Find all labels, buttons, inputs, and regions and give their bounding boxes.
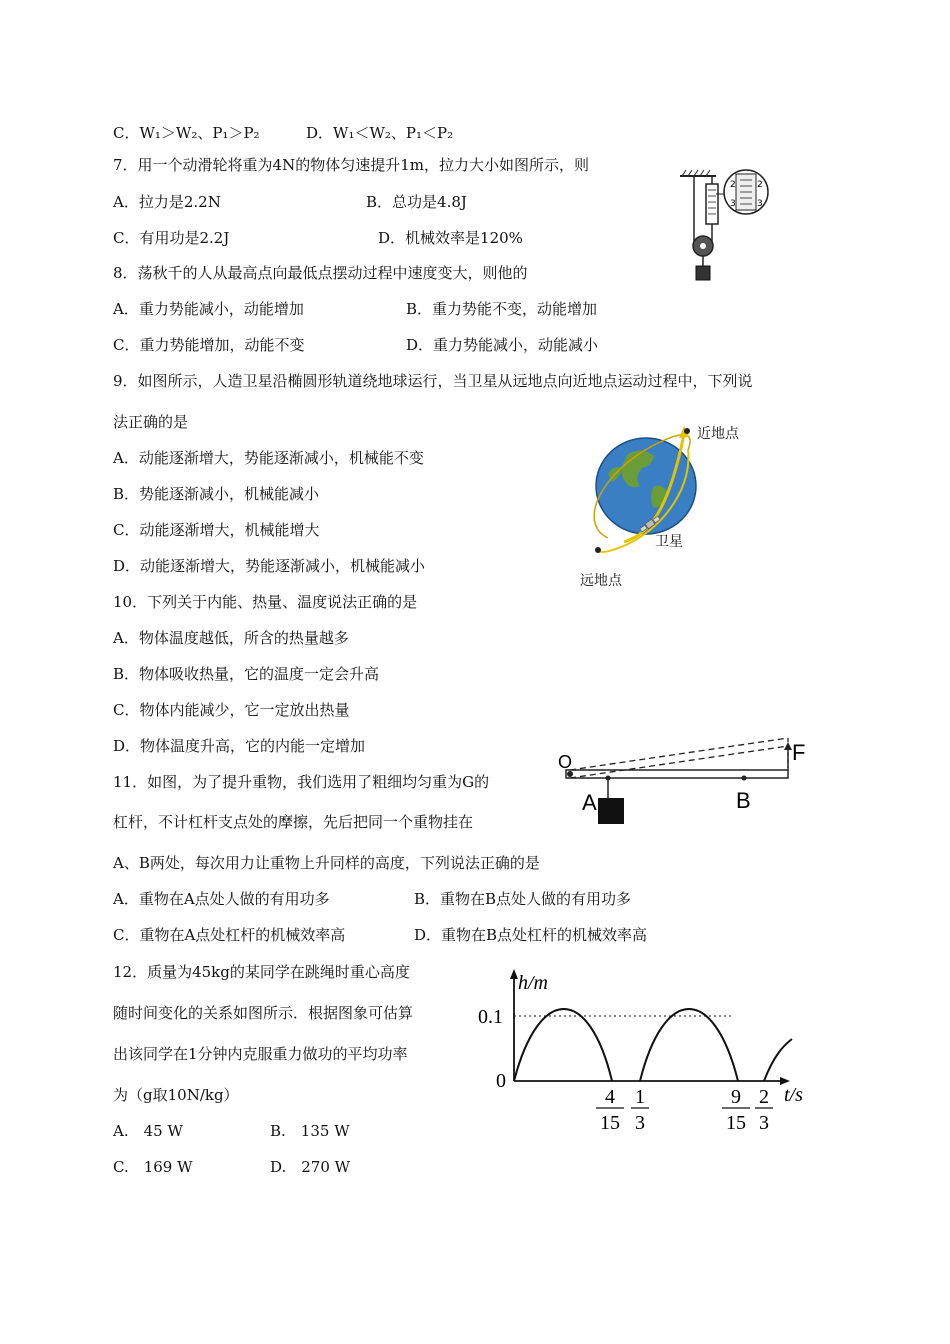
graph-curve xyxy=(514,1009,792,1081)
x-tick-3-denominator: 15 xyxy=(726,1112,746,1134)
q7-stem: 7．用一个动滑轮将重为4N的物体匀速提升1m，拉力大小如图所示，则 xyxy=(113,156,589,174)
x-tick-4-denominator: 3 xyxy=(759,1112,769,1134)
label-apogee: 远地点 xyxy=(580,573,622,589)
q10-option-d: D．物体温度升高，它的内能一定增加 xyxy=(113,737,366,755)
origin-label: 0 xyxy=(496,1070,506,1092)
q12-option-d: D. 270 W xyxy=(270,1158,351,1176)
y-axis-label: h/m xyxy=(518,972,548,994)
q12-option-b: B. 135 W xyxy=(270,1122,350,1140)
q8-option-b: B．重力势能不变，动能增加 xyxy=(406,300,598,318)
x-tick-3-numerator: 9 xyxy=(731,1086,741,1108)
q8-option-d: D．重力势能减小，动能减小 xyxy=(406,336,599,354)
x-tick-2-numerator: 1 xyxy=(635,1086,645,1108)
y-tick-label: 0.1 xyxy=(478,1006,503,1028)
x-axis-label: t/s xyxy=(784,1084,803,1106)
scale-number-2: 3 xyxy=(730,199,736,209)
q9-option-a: A．动能逐渐增大，势能逐渐减小，机械能不变 xyxy=(113,449,424,467)
q12-option-a: A. 45 W xyxy=(113,1122,183,1140)
q8-option-a: A．重力势能减小，动能增加 xyxy=(113,300,304,318)
q11-option-d: D．重物在B点处杠杆的机械效率高 xyxy=(414,926,648,944)
x-tick-1-numerator: 4 xyxy=(605,1086,615,1108)
scale-number-3: 2 xyxy=(757,180,763,190)
q6-option-d: D．W₁＜W₂、P₁＜P₂ xyxy=(306,124,454,142)
q10-option-b: B．物体吸收热量，它的温度一定会升高 xyxy=(113,665,380,683)
q8-stem: 8．荡秋千的人从最高点向最低点摆动过程中速度变大，则他的 xyxy=(113,264,528,282)
q12-stem-line4: 为（g取10N/kg） xyxy=(113,1086,239,1104)
x-tick-1-denominator: 15 xyxy=(600,1112,620,1134)
q9-stem-line1: 9．如图所示，人造卫星沿椭圆形轨道绕地球运行，当卫星从远地点向近地点运动过程中，下列说 xyxy=(113,372,753,390)
height-time-graph xyxy=(474,965,820,1135)
q11-stem-line2: 杠杆，不计杠杆支点处的摩擦，先后把同一个重物挂在 xyxy=(113,813,474,831)
q9-option-c: C．动能逐渐增大，机械能增大 xyxy=(113,521,320,539)
label-satellite: 卫星 xyxy=(655,534,683,550)
q12-stem-line1: 12．质量为45kg的某同学在跳绳时重心高度 xyxy=(113,963,410,981)
lever-label-a: A xyxy=(582,790,597,815)
q7-option-b: B．总功是4.8J xyxy=(366,193,467,211)
q9-stem-line2: 法正确的是 xyxy=(113,413,189,431)
q7-option-a: A．拉力是2.2N xyxy=(113,193,221,211)
q9-option-b: B．势能逐渐减小，机械能减小 xyxy=(113,485,320,503)
q12-stem-line2: 随时间变化的关系如图所示．根据图象可估算 xyxy=(113,1004,414,1022)
q7-option-d: D．机械效率是120% xyxy=(378,229,523,247)
q11-option-c: C．重物在A点处杠杆的机械效率高 xyxy=(113,926,346,944)
q11-stem-line1: 11．如图，为了提升重物，我们选用了粗细均匀重为G的 xyxy=(113,773,490,791)
q8-option-c: C．重力势能增加，动能不变 xyxy=(113,336,305,354)
scale-number-1: 2 xyxy=(730,180,736,190)
q6-option-c: C．W₁＞W₂、P₁＞P₂ xyxy=(113,124,260,142)
satellite-orbit-figure xyxy=(588,414,768,584)
q11-option-a: A．重物在A点处人做的有用功多 xyxy=(113,890,330,908)
label-perigee: 近地点 xyxy=(697,426,739,442)
lever-label-o: O xyxy=(558,752,573,772)
q7-option-c: C．有用功是2.2J xyxy=(113,229,230,247)
q12-option-c: C. 169 W xyxy=(113,1158,193,1176)
q10-option-c: C．物体内能减少，它一定放出热量 xyxy=(113,701,350,719)
x-tick-4-numerator: 2 xyxy=(759,1086,769,1108)
lever-label-f: F xyxy=(792,740,806,765)
q12-stem-line3: 出该同学在1分钟内克服重力做功的平均功率 xyxy=(113,1045,408,1063)
lever-label-b: B xyxy=(736,788,751,813)
q9-option-d: D．动能逐渐增大，势能逐渐减小，机械能减小 xyxy=(113,557,426,575)
q10-stem: 10．下列关于内能、热量、温度说法正确的是 xyxy=(113,593,418,611)
pulley-figure xyxy=(676,166,772,284)
q10-option-a: A．物体温度越低，所含的热量越多 xyxy=(113,629,349,647)
lever-figure xyxy=(556,732,816,828)
q11-option-b: B．重物在B点处人做的有用功多 xyxy=(414,890,632,908)
q11-stem-line3: A、B两处，每次用力让重物上升同样的高度，下列说法正确的是 xyxy=(113,854,540,872)
x-tick-2-denominator: 3 xyxy=(635,1112,645,1134)
scale-number-4: 3 xyxy=(757,199,763,209)
